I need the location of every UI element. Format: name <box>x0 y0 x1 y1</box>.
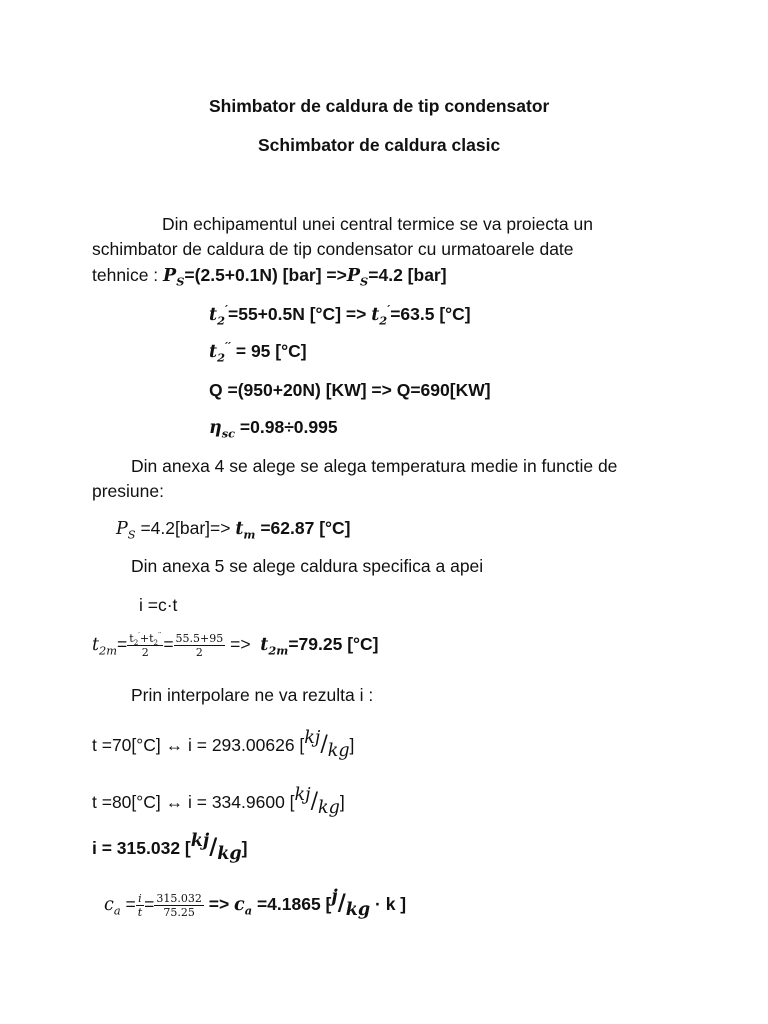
tm-line: $P_S =4.2[bar]=> t_m =62.87$ [°C] <box>116 518 351 542</box>
interp-row-70: t =70[°C] ↔ i = 293.00626 [kj/kg] <box>92 728 355 761</box>
anexa4-line-1: Din anexa 4 se alege se alega temperatura medie in functie de <box>131 456 618 476</box>
ca-fraction-numeric: $\frac{315.032}{75.25}$ <box>156 891 202 919</box>
unit-j-per-kg-k: j/kg <box>331 887 371 920</box>
page-subtitle: Schimbator de caldura clasic <box>258 135 501 155</box>
anexa5-line: Din anexa 5 se alege caldura specifica a apei <box>131 556 484 576</box>
efficiency-line: $\eta_{sc} =0.98\div 0.995$ <box>209 417 338 441</box>
t2m-formula: $t_{2m}=$ $\frac{t_2'+t_2''}{2}$ = $\frac{55.5+95}{2}$ => $t_{2m}=79.25$ [°C] <box>92 630 379 659</box>
ca-fraction-symbolic: $\frac{i}{t}$ <box>137 891 143 919</box>
anexa4-line-2: presiune: <box>92 481 164 501</box>
intro-line-1: Din echipamentul unei central termice se va proiecta un <box>162 214 593 234</box>
t2-double-prime-line: $t_2'' = 95$ [°C] <box>209 339 307 365</box>
heat-flow-line: Q =(950+20N) [KW] => Q=690[KW] <box>209 380 491 400</box>
t2-prime-line: $t_2'=55+0.5N$ $[^\circ C] => t_2'=63.5$ [°C] <box>209 302 471 328</box>
intro-line-2: schimbator de caldura de tip condensator cu urmatoarele date <box>92 239 574 259</box>
unit-kj-per-kg: kj/kg <box>294 785 340 818</box>
t2m-fraction-numeric: $\frac{55.5+95}{2}$ <box>175 632 224 659</box>
interp-row-80: t =80[°C] ↔ i = 334.9600 [kj/kg] <box>92 785 345 818</box>
unit-kj-per-kg: kj/kg <box>190 831 242 864</box>
interpolation-text: Prin interpolare ne va rezulta i : <box>131 685 374 705</box>
unit-kj-per-kg: kj/kg <box>304 728 350 761</box>
page-title: Shimbator de caldura de tip condensator <box>209 96 550 116</box>
ict-formula: i =c·t <box>139 595 178 615</box>
i-result-line: i = 315.032 [kj/kg] <box>92 831 248 864</box>
ca-formula: $c_a$ = $\frac{i}{t}$ = $\frac{315.032}{75.25}$ => $c_a =4.1865$ [j/kg · k ] <box>104 887 407 920</box>
intro-line-3: tehnice : $P_S=(2.5+0.1N)$ $[bar] =>P_S=4.2$ [bar] <box>92 265 447 289</box>
t2m-fraction-symbolic: $\frac{t_2'+t_2''}{2}$ <box>129 630 162 659</box>
